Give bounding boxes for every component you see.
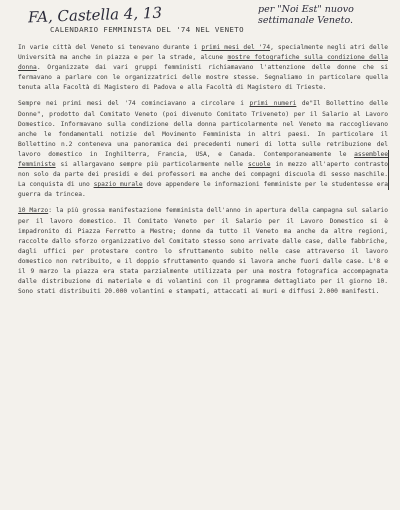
underlined-phrase: 10 Marzo <box>18 207 49 215</box>
body-paragraph <box>18 206 388 297</box>
handwritten-publication-note: per "Noi Est" nuovo settimanale Veneto. <box>258 4 354 26</box>
underlined-phrase: primi mesi del '74 <box>201 44 271 51</box>
text-segment: si allargavano sempre più particolarmente nelle <box>55 161 248 169</box>
document-body <box>18 43 388 303</box>
margin-mark <box>388 150 389 190</box>
text-segment: dove appendere le informazioni femministe per le studentesse era guerra da trincea. <box>18 181 388 199</box>
handwritten-archive-note: FA, Castella 4, 13 <box>27 3 163 27</box>
body-paragraph <box>18 99 388 200</box>
text-segment: : la più grossa manifestazione femminista dell'anno in apertura della campagna sul salario per il lavoro domestico. Il Comitato Veneto per il Salario per il Lavoro Domestico si è impadronito di Piazza Ferretto a Mestre; donne da tutto il Veneto ma anche da altre regioni, raccolte dallo sforzo organizzativo del Comitato stesso sono arrivate dalle case, dalle fabbriche, dagli uffici per protestare contro lo sfruttamento subito nelle case attraverso il lavoro domestico non retribuito, e il doppio sfruttamento quando si lavora anche fuori dalle case. L'8 e il 9 marzo la piazza era stata parzialmente utilizzata per una mostra fotografica accompagnata dalle distribuzione di materiale e di volantini con il programma dettagliato per il giorno 10. Sono stati distribuiti 20.000 volantini e stampati, attaccati ai muri e diffusi 2.000 manifesti. <box>18 207 388 296</box>
document-title: CALENDARIO FEMMINISTA DEL '74 NEL VENETO <box>50 25 244 34</box>
text-segment: In varie città del Veneto si tenevano durante i <box>18 44 202 51</box>
underlined-phrase: primi numeri <box>249 100 297 108</box>
text-segment: . Organizzate dai vari gruppi femministi richiamavano l'attenzione delle donne che si fermavano a parlare con le organizzatrici delle mostre stesse. Segnaliamo in particolare quella tenuta alla Facoltà di Magistero di Padova e alla Facoltà di Magistero di Trieste. <box>18 64 388 92</box>
text-segment: , specialmente negli atri delle Università ma anche in piazza e per la strade, alcune <box>18 44 388 62</box>
text-segment: in mezzo all'aperto contrasto non solo da parte dei presidi e dei professori ma anche dei compagni discuola di sesso maschile. La conquista di uno <box>18 161 388 189</box>
text-segment: de"Il Bollettino delle Donne", prodotto dal Comitato Veneto (poi divenuto Comitato Triveneto) per il Salario al Lavoro Domestico. Informavano sulla condizione della donna particolarmente nel Veneto ma raccoglievano anche le fondamentali notizie del Movimento Femminista in altri paesi. In particolare il Bollettino n.2 conteneva una panoramica dei precedenti numeri di lotta sulle retribuzione del lavoro domestico in Inghilterra, Francia, USA, e Canada. Contemporaneamente le <box>18 100 389 158</box>
underlined-phrase: mostre fotografiche sulla condizione della donna <box>18 54 388 72</box>
body-paragraph <box>18 43 388 93</box>
underlined-phrase: spazio murale <box>93 181 143 189</box>
underlined-phrase: scuole <box>247 161 271 169</box>
text-segment: Sempre nei primi mesi del '74 cominciavano a circolare i <box>18 100 250 108</box>
underlined-phrase: assemblee femministe <box>18 150 388 169</box>
